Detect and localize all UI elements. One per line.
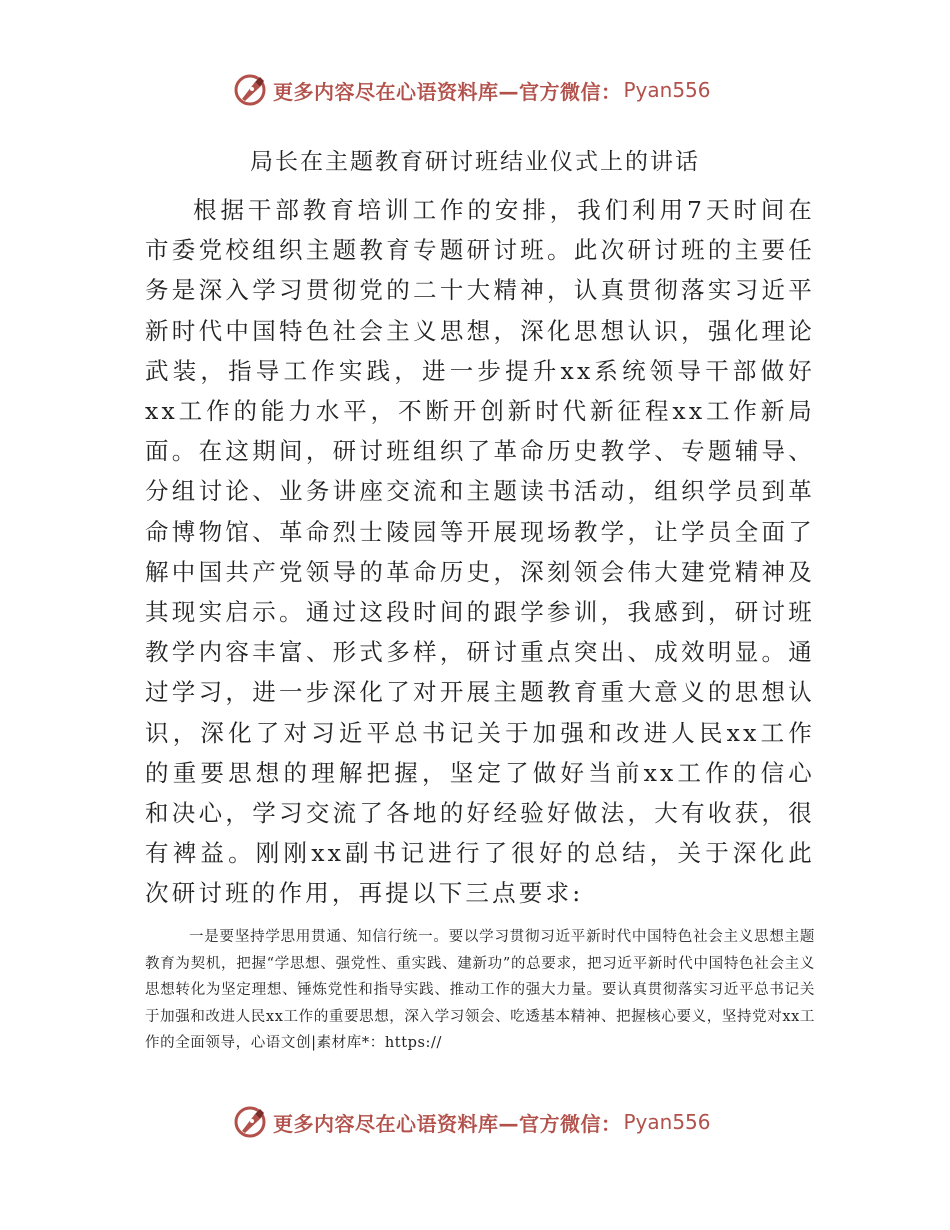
pen-nib-logo-icon <box>233 73 267 107</box>
footer-banner <box>233 1102 711 1142</box>
banner-text: 更多内容尽在心语资料库—官方微信： <box>273 79 622 104</box>
body-paragraph-small: 一是要坚持学思用贯通、知信行统一。要以学习贯彻习近平新时代中国特色社会主义思想主题教育为契机，把握“学思想、强党性、重实践、建新功”的总要求，把习近平新时代中国特色社会主义思想转化为坚定理想、锤炼党性和指导实践、推动工作的强大力量。要认真贯彻落实习近平总书记关于加强和改进人民xx工作的重要思想，深入学习领会、吃透基本精神、把握核心要义，坚持党对xx工作的全面领导，心语文创|素材库*：https:// <box>145 929 815 1051</box>
banner-wechat-id: Pyan556 <box>623 78 711 102</box>
pen-nib-logo-icon <box>233 1105 267 1139</box>
banner-wechat-id: Pyan556 <box>623 1110 711 1134</box>
banner-text: 更多内容尽在心语资料库—官方微信： <box>273 1111 622 1136</box>
document-title: 局长在主题教育研讨班结业仪式上的讲话 <box>250 149 700 175</box>
body-paragraph: 根据干部教育培训工作的安排，我们利用7天时间在市委党校组织主题教育专题研讨班。此次研讨班的主要任务是深入学习贯彻党的二十大精神，认真贯彻落实习近平新时代中国特色社会主义思想，深化思想认识，强化理论武装，指导工作实践，进一步提升xx系统领导干部做好xx工作的能力水平，不断开创新时代新征程xx工作新局面。在这期间，研讨班组织了革命历史教学、专题辅导、分组讨论、业务讲座交流和主题读书活动，组织学员到革命博物馆、革命烈士陵园等开展现场教学，让学员全面了解中国共产党领导的革命历史，深刻领会伟大建党精神及其现实启示。通过这段时间的跟学参训，我感到，研讨班教学内容丰富、形式多样，研讨重点突出、成效明显。通过学习，进一步深化了对开展主题教育重大意义的思想认识，深化了对习近平总书记关于加强和改进人民xx工作的重要思想的理解把握，坚定了做好当前xx工作的信心和决心，学习交流了各地的好经验好做法，大有收获，很有裨益。刚刚xx副书记进行了很好的总结，关于深化此次研讨班的作用，再提以下三点要求: <box>145 196 815 908</box>
header-banner <box>233 70 711 110</box>
